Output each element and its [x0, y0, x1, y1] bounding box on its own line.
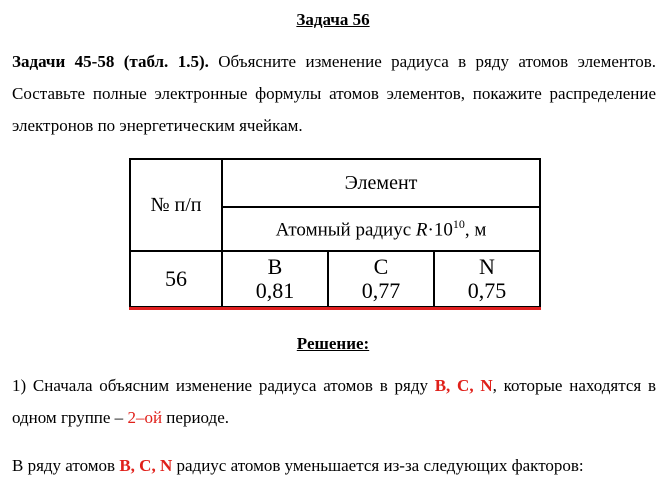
task-title: Задача 56: [296, 10, 370, 29]
table-bottom-red-rule: [129, 307, 541, 310]
element-radius: 0,75: [467, 278, 507, 303]
step2-elements: B, C, N: [119, 456, 173, 475]
column-header-radius: [222, 207, 540, 251]
solution-step-2: [12, 450, 656, 482]
element-radius: 0,77: [361, 278, 401, 303]
solution-step-1: [12, 370, 656, 434]
radius-header-unit: , м: [464, 219, 487, 241]
column-header-element: Элемент: [222, 159, 540, 207]
task-range-label: Задачи 45-58 (табл. 1.5).: [12, 52, 209, 71]
row-number: 56: [130, 251, 222, 307]
element-cell-n: [434, 251, 540, 307]
step2-text-pre: В ряду атомов: [12, 456, 120, 475]
atomic-radius-table: [129, 158, 541, 308]
element-cell-c: [328, 251, 434, 307]
column-header-number: № п/п: [130, 159, 222, 251]
radius-header-exponent: 10: [452, 216, 465, 231]
step1-period: 2–ой: [127, 408, 163, 427]
element-symbol: C: [373, 254, 389, 279]
step2-text-post: радиус атомов уменьшается из-за следующих факторов:: [172, 456, 584, 475]
task-statement: [12, 46, 656, 142]
solution-title: Решение:: [296, 334, 370, 353]
element-cell-b: [222, 251, 328, 307]
radius-header-text: Атомный радиус: [275, 219, 416, 241]
radius-header-variable: R: [415, 219, 428, 241]
element-symbol: N: [479, 254, 495, 279]
step1-text-pre: 1) Сначала объясним изменение радиуса атомов в ряду: [12, 376, 435, 395]
step1-text-post: периоде.: [162, 408, 229, 427]
task-statement-text: Объясните изменение радиуса в ряду атомов элементов. Составьте полные электронные формулы атомов элементов, покажите распределение электронов по энергетическим ячейкам.: [12, 52, 656, 135]
radius-header-factor: ·10: [427, 219, 453, 241]
element-symbol: B: [267, 254, 283, 279]
step1-text-mid: , которые находятся в одном группе –: [12, 376, 656, 427]
step1-elements: B, C, N: [434, 376, 493, 395]
element-radius: 0,81: [255, 278, 295, 303]
